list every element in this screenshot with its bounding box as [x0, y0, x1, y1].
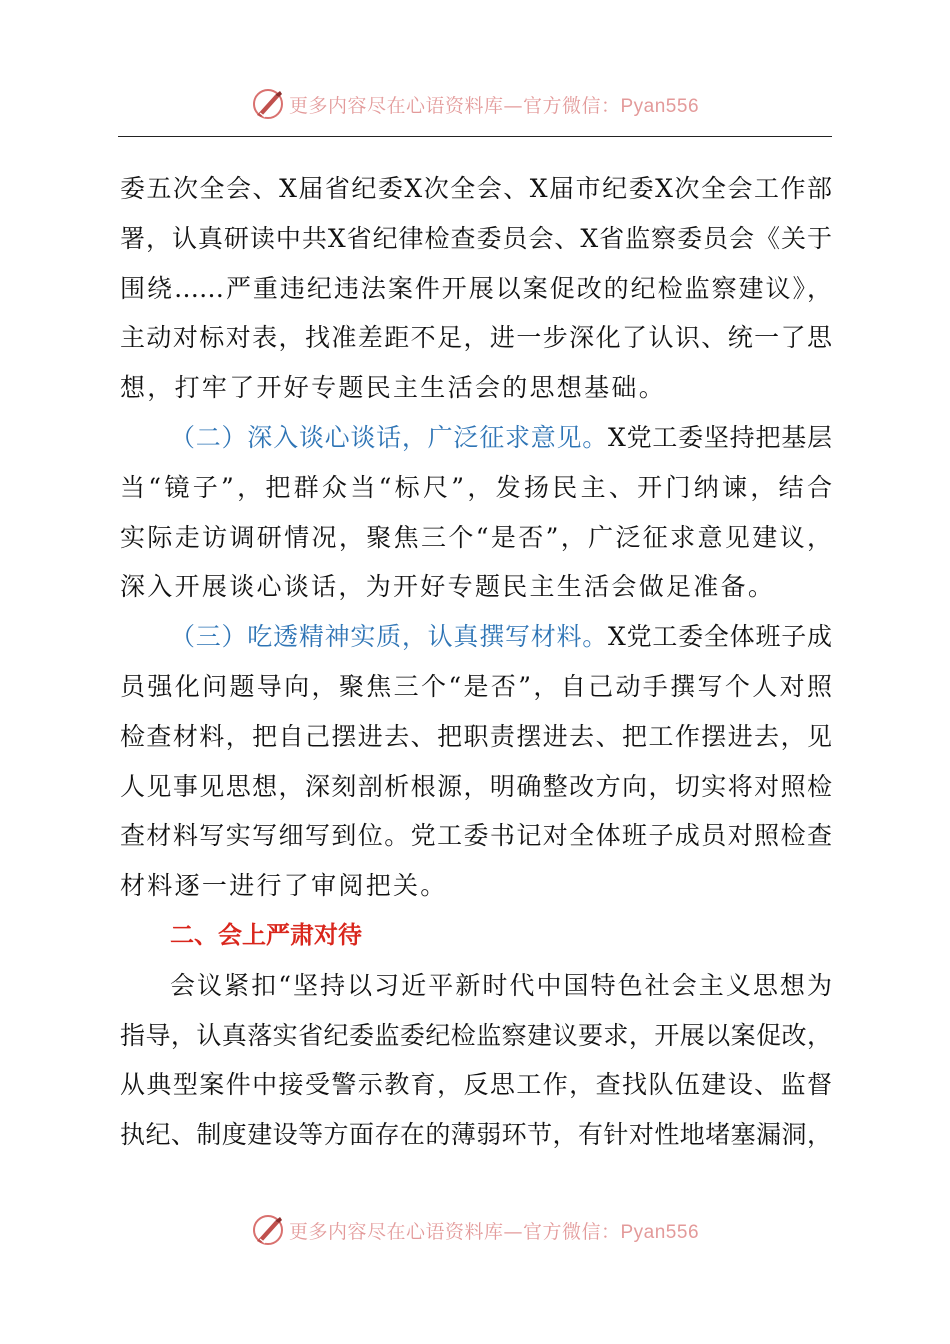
paragraph-line: 材料逐一进行了审阅把关。 — [120, 871, 448, 901]
pen-nib-circle-logo-icon — [251, 1213, 285, 1247]
paragraph-line: 查材料写实写细写到位。党工委书记对全体班子成员对照检查 — [120, 821, 832, 851]
paragraph-line: 人见事见思想，深刻剖析根源，明确整改方向，切实将对照检 — [120, 771, 832, 801]
subsection-title: （二）深入谈心谈话，广泛征求意见。 — [170, 422, 609, 452]
section-heading: 二、会上严肃对待 — [170, 920, 362, 949]
paragraph-line: 主动对标对表，找准差距不足，进一步深化了认识、统一了思 — [120, 323, 832, 353]
paragraph-line: 实际走访调研情况，聚焦三个“是否”，广泛征求意见建议， — [120, 522, 832, 552]
pen-nib-circle-logo-icon — [251, 87, 285, 121]
paragraph-line: 想，打牢了开好专题民主生活会的思想基础。 — [120, 373, 667, 403]
paragraph-line: 深入开展谈心谈话，为开好专题民主生活会做足准备。 — [120, 572, 776, 602]
paragraph-line: 检查材料，把自己摆进去、把职责摆进去、把工作摆进去，见 — [120, 721, 832, 751]
paragraph-line: 当“镜子”，把群众当“标尺”，发扬民主、开门纳谏，结合 — [120, 472, 832, 502]
paragraph-line: 员强化问题导向，聚焦三个“是否”，自己动手撰写个人对照 — [120, 671, 832, 701]
subsection-title: （三）吃透精神实质，认真撰写材料。 — [170, 622, 609, 652]
header-watermark-banner — [0, 84, 950, 124]
paragraph-line: 围绕……严重违纪违法案件开展以案促改的纪检监察建议》， — [120, 273, 832, 303]
paragraph-line: 署，认真研读中共X省纪律检查委员会、X省监察委员会《关于 — [120, 223, 832, 253]
subsection-line: （三）吃透精神实质，认真撰写材料。X党工委全体班子成 — [170, 622, 832, 652]
paragraph-line: 指导，认真落实省纪委监委纪检监察建议要求，开展以案促改， — [120, 1020, 832, 1050]
paragraph-line: 会议紧扣“坚持以习近平新时代中国特色社会主义思想为 — [170, 970, 832, 1000]
paragraph-line: 从典型案件中接受警示教育，反思工作，查找队伍建设、监督 — [120, 1070, 832, 1100]
paragraph-line: 执纪、制度建设等方面存在的薄弱环节，有针对性地堵塞漏洞， — [120, 1120, 832, 1150]
header-divider — [118, 136, 832, 137]
paragraph-line: 委五次全会、X届省纪委X次全会、X届市纪委X次全会工作部 — [120, 174, 832, 203]
wechat-id: Pyan556 — [620, 95, 700, 117]
watermark-text: 更多内容尽在心语资料库—官方微信：Pyan556 — [288, 94, 700, 117]
watermark-text: 更多内容尽在心语资料库—官方微信：Pyan556 — [288, 1220, 700, 1243]
subsection-line: （二）深入谈心谈话，广泛征求意见。X党工委坚持把基层 — [170, 422, 832, 452]
footer-watermark-banner — [0, 1210, 950, 1250]
wechat-id: Pyan556 — [620, 1221, 700, 1243]
document-body — [120, 164, 832, 1160]
